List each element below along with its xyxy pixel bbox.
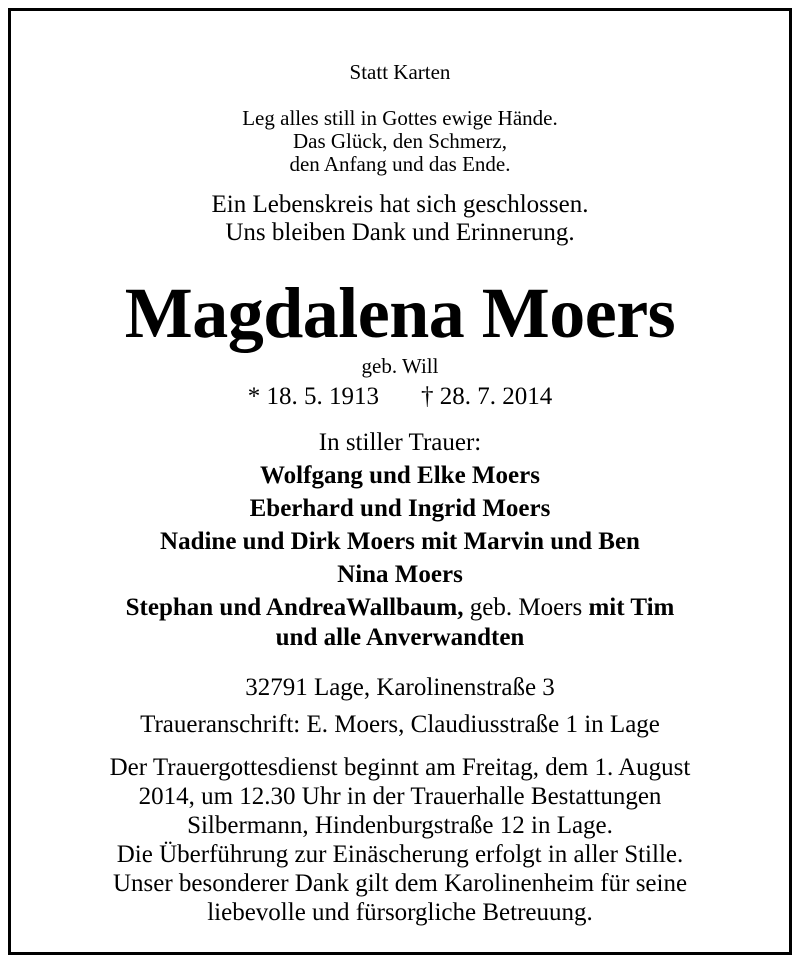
mourning-address: Traueranschrift: E. Moers, Claudiusstraße 1 in Lage xyxy=(140,711,660,738)
mourner-line-4: Nina Moers xyxy=(337,561,463,588)
intro-line-2: Uns bleiben Dank und Erinnerung. xyxy=(225,219,575,246)
service-line-4: Die Überführung zur Einäscherung erfolgt in aller Stille. xyxy=(116,841,684,868)
service-line-6: liebevolle und fürsorgliche Betreuung. xyxy=(207,899,593,926)
intro-line-1: Ein Lebenskreis hat sich geschlossen. xyxy=(211,191,589,218)
mourner-stephan-with: mit Tim xyxy=(588,594,675,621)
maiden-name: geb. Will xyxy=(361,354,439,378)
verse-line-1: Leg alles still in Gottes ewige Hände. xyxy=(242,106,558,130)
deceased-name: Magdalena Moers xyxy=(124,273,676,353)
mourner-line-1: Wolfgang und Elke Moers xyxy=(260,462,540,489)
service-line-5: Unser besonderer Dank gilt dem Karolinenheim für seine xyxy=(112,870,688,897)
mourner-line-2: Eberhard und Ingrid Moers xyxy=(249,495,551,522)
statt-karten-label: Statt Karten xyxy=(349,60,451,84)
verse-line-3: den Anfang und das Ende. xyxy=(289,152,511,176)
mourner-stephan-name: Stephan und AndreaWallbaum, xyxy=(125,594,464,621)
mourner-line-5 xyxy=(11,595,789,620)
service-line-2: 2014, um 12.30 Uhr in der Trauerhalle Bestattungen xyxy=(138,783,662,810)
verse-line-2: Das Glück, den Schmerz, xyxy=(292,129,508,153)
mourner-stephan-born: geb. Moers xyxy=(463,594,589,621)
obituary-notice xyxy=(8,8,792,955)
mourner-line-6: und alle Anverwandten xyxy=(275,624,525,651)
mourners-heading: In stiller Trauer: xyxy=(318,429,482,456)
service-line-3: Silbermann, Hindenburgstraße 12 in Lage. xyxy=(187,812,613,839)
life-dates xyxy=(11,384,789,409)
death-date: † 28. 7. 2014 xyxy=(421,383,553,410)
residence-address: 32791 Lage, Karolinenstraße 3 xyxy=(245,674,555,701)
service-line-1: Der Trauergottesdienst beginnt am Freitag, dem 1. August xyxy=(109,754,691,781)
birth-date: * 18. 5. 1913 xyxy=(247,383,379,410)
mourner-line-3: Nadine und Dirk Moers mit Marvin und Ben xyxy=(160,528,640,555)
